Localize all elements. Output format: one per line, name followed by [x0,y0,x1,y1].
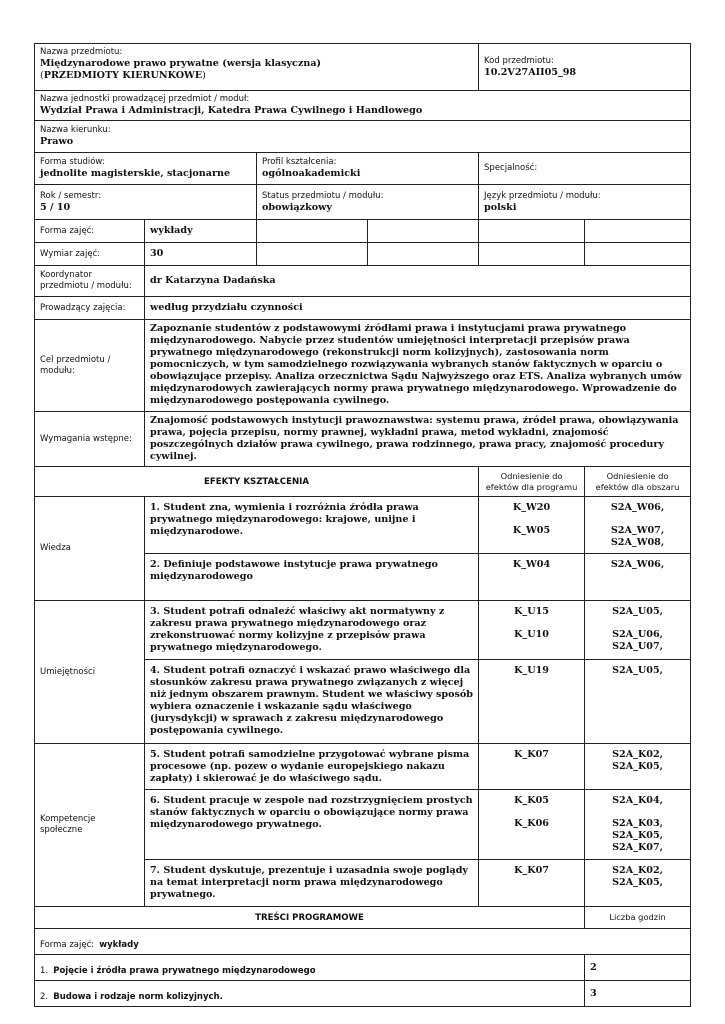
effects-title: EFEKTY KSZTAŁCENIA [35,467,479,497]
field-cell [35,121,691,153]
program-form-row [35,929,691,955]
topic-number: 2. [40,992,49,1002]
empty-cell [257,220,368,243]
course-name-cell [35,44,479,91]
effect-row [35,601,691,660]
requirements-label: Wymagania wstępne: [35,412,145,467]
program-ref: K_U19 [514,665,549,676]
program-refs [479,790,585,860]
field-row [35,121,691,153]
area-ref: S2A_U07, [612,641,663,652]
program-refs [479,601,585,660]
course-code-cell [479,44,691,91]
topic-title: Pojęcie i źródła prawa prywatnego międzynarodowego [53,966,316,976]
program-form-cell [35,929,691,955]
empty-cell [368,243,479,266]
language-label: Język przedmiotu / modułu: [484,190,601,201]
year-row [35,185,691,220]
effect-text: 5. Student potrafi samodzielne przygotować wybrane pisma procesowe (np. pozew o wydanie europejskiego nakazu zapłaty) i skierować je do właściwego sądu. [145,744,479,790]
hours-row [35,243,691,266]
requirements-value: Znajomość podstawowych instytucji prawoznawstwa: systemu prawa, źródeł prawa, obowiązywania prawa, pojęcia przepisu, normy prawnej, wykładni prawa, metod wykładni, znajomość poszczególnych działów prawa cywilnego, prawa rodzinnego, prawa pracy, znajomość procedury cywilnej. [145,412,691,467]
field-label: Nazwa kierunku: [40,125,111,135]
spacer [590,514,685,525]
area-ref: S2A_U05, [612,665,663,676]
area-ref: S2A_K02, [612,749,663,760]
year-label: Rok / semestr: [40,190,102,201]
coordinator-label: Koordynator przedmiotu / modułu: [35,266,145,297]
coordinator-row [35,266,691,297]
program-refs [479,660,585,744]
area-ref: S2A_W07, [610,525,665,536]
empty-cell [479,220,585,243]
status-cell [257,185,479,220]
study-form-cell [35,153,257,185]
topic-cell [35,955,585,981]
area-ref: S2A_K05, [612,830,663,841]
topic-row [35,981,691,1007]
program-refs [479,744,585,790]
field-value: Prawo [40,136,74,147]
unit-value: Wydział Prawa i Administracji, Katedra Prawa Cywilnego i Handlowego [40,105,423,116]
area-ref: S2A_K05, [612,877,663,888]
spacer [484,618,579,629]
course-name: Międzynarodowe prawo prywatne (wersja klasyczna) [40,58,322,69]
class-form-value: wykłady [145,220,257,243]
class-form-row [35,220,691,243]
effect-text: 6. Student pracuje w zespole nad rozstrzygnięciem prostych stanów faktycznych w oparciu o obowiązujące normy prawa międzynarodowego prywatnego. [145,790,479,860]
year-value: 5 / 10 [40,201,71,213]
program-ref: K_U15 [514,606,549,617]
empty-cell [257,243,368,266]
teachers-row [35,297,691,320]
program-header-row [35,907,691,929]
topic-row [35,955,691,981]
effect-text: 1. Student zna, wymienia i rozróżnia źródła prawa prywatnego międzynarodowego: krajowe, unijne i międzynarodowe. [145,497,479,554]
program-title: TREŚCI PROGRAMOWE [35,907,585,929]
spacer [484,514,579,525]
requirements-row [35,412,691,467]
topic-hours: 2 [585,955,691,981]
area-ref: S2A_K04, [612,795,663,806]
spacer [484,807,579,818]
program-ref: K_K06 [514,818,549,829]
effect-text: 7. Student dyskutuje, prezentuje i uzasadnia swoje poglądy na temat interpretacji norm prawa międzynarodowego prywatnego. [145,860,479,907]
unit-row [35,91,691,121]
effects-header-row [35,467,691,497]
program-ref: K_K05 [514,795,549,806]
area-refs [585,860,691,907]
hours-value: 30 [145,243,257,266]
program-ref: K_K07 [514,749,549,760]
program-form-value: wykłady [99,940,139,950]
topic-cell [35,981,585,1007]
study-form-value: jednolite magisterskie, stacjonarne [40,168,231,179]
goal-label: Cel przedmiotu / modułu: [35,320,145,412]
empty-cell [479,243,585,266]
program-ref-header: Odniesienie do efektów dla programu [479,467,585,497]
spacer [590,807,685,818]
area-ref: S2A_U06, [612,629,663,640]
effect-row [35,497,691,554]
year-cell [35,185,257,220]
specialty-label: Specjalność: [484,163,538,173]
area-refs [585,744,691,790]
program-refs [479,554,585,601]
unit-label: Nazwa jednostki prowadzącej przedmiot / moduł: [40,94,250,104]
category-skills: Umiejętności [35,601,145,744]
course-code-label: Kod przedmiotu: [484,55,554,66]
empty-cell [368,220,479,243]
status-value: obowiązkowy [262,201,332,213]
area-ref: S2A_W08, [610,537,665,548]
effect-text: 3. Student potrafi odnaleźć właściwy akt normatywny z zakresu prawa prywatnego międzynarodowego oraz zrekonstruować normy kolizyjne z przepisów prawa prywatnego międzynarodowego. [145,601,479,660]
course-group: (PRZEDMIOTY KIERUNKOWE) [40,70,206,81]
area-ref: S2A_K03, [612,818,663,829]
language-value: polski [484,201,517,213]
program-ref: K_W04 [512,559,551,570]
program-ref: K_K07 [514,865,549,876]
area-refs [585,497,691,554]
program-ref: K_U10 [514,629,549,640]
coordinator-value: dr Katarzyna Dadańska [145,266,691,297]
profile-value: ogólnoakademicki [262,168,361,179]
course-group-text: PRZEDMIOTY KIERUNKOWE [43,70,203,81]
area-ref: S2A_K07, [612,842,663,853]
category-social: Kompetencje społeczne [35,744,145,907]
goal-row [35,320,691,412]
area-refs [585,790,691,860]
effect-text: 4. Student potrafi oznaczyć i wskazać prawo właściwego dla stosunków zakresu prawa prywatnego związanych z więcej niż jednym obszarem prawnym. Student we właściwy sposób wybiera oznaczenie i wskazanie sądu właściwego (jurysdykcji) w sprawach z zakresu międzynarodowego postępowania cywilnego. [145,660,479,744]
course-name-label: Nazwa przedmiotu: [40,47,123,57]
topic-number: 1. [40,966,49,976]
program-form-label: Forma zajęć: [40,940,95,950]
area-ref-header: Odniesienie do efektów dla obszaru [585,467,691,497]
spacer [590,618,685,629]
study-row [35,153,691,185]
hours-label: Wymiar zajęć: [35,243,145,266]
specialty-cell [479,153,691,185]
area-refs [585,601,691,660]
language-cell [479,185,691,220]
study-form-label: Forma studiów: [40,157,105,167]
category-knowledge: Wiedza [35,497,145,601]
effect-text: 2. Definiuje podstawowe instytucje prawa prywatnego międzynarodowego [145,554,479,601]
profile-label: Profil kształcenia: [262,157,337,167]
area-ref: S2A_W06, [610,502,665,513]
unit-cell [35,91,691,121]
class-form-label: Forma zajęć: [35,220,145,243]
goal-value: Zapoznanie studentów z podstawowymi źródłami prawa i instytucjami prawa prywatnego międzynarodowego. Nabycie przez studentów umiejętności interpretacji przepisów prawa prywatnego międzynarodowego (rekonstrukcji norm kolizyjnych), zastosowania norm pomocniczych, w tym samodzielnego rozwiązywania wybranych stanów faktycznych w oparciu o obowiązujące przepisy. Analiza orzecznictwa Sądu Najwyższego oraz ETS. Analiza wybranych umów międzynarodowych zawierających normy prawa prywatnego międzynarodowego. Wprowadzenie do międzynarodowego postępowania cywilnego. [145,320,691,412]
empty-cell [585,220,691,243]
course-name-row [35,44,691,91]
program-ref: K_W05 [512,525,551,536]
status-label: Status przedmiotu / modułu: [262,190,384,201]
area-refs [585,660,691,744]
program-refs [479,860,585,907]
empty-cell [585,243,691,266]
area-ref: S2A_K02, [612,865,663,876]
area-ref: S2A_W06, [610,559,665,570]
program-ref: K_W20 [512,502,551,513]
area-ref: S2A_U05, [612,606,663,617]
course-code: 10.2V27AII05_98 [484,66,577,78]
program-refs [479,497,585,554]
course-card-table [34,43,691,1007]
hours-column-label: Liczba godzin [585,907,691,929]
teachers-label: Prowadzący zajęcia: [35,297,145,320]
effect-row [35,744,691,790]
area-refs [585,554,691,601]
teachers-value: według przydziału czynności [145,297,691,320]
profile-cell [257,153,479,185]
topic-hours: 3 [585,981,691,1007]
area-ref: S2A_K05, [612,761,663,772]
topic-title: Budowa i rodzaje norm kolizyjnych. [53,992,223,1002]
